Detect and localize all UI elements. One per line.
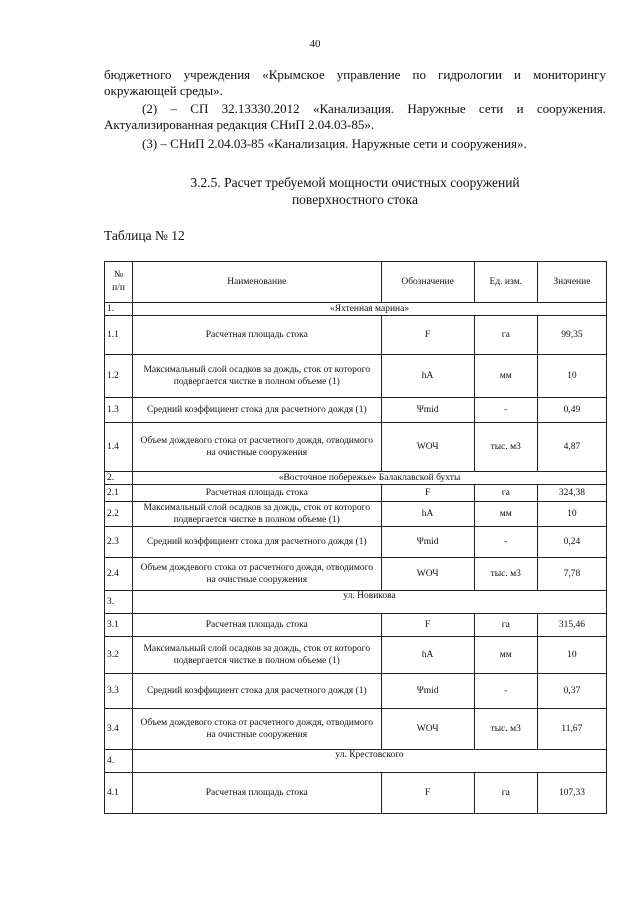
row-num: 1.3 xyxy=(105,398,133,423)
section-num: 4. xyxy=(105,750,133,773)
table-row xyxy=(105,527,607,558)
section-title-line-2: поверхностного стока xyxy=(291,192,419,207)
table-row xyxy=(105,502,607,527)
row-name: Расчетная площадь стока xyxy=(133,316,381,355)
table-row xyxy=(105,637,607,674)
row-unit: - xyxy=(474,674,537,709)
table-caption: Таблица № 12 xyxy=(104,228,185,243)
runoff-table xyxy=(104,261,607,814)
section-row-1 xyxy=(105,303,607,316)
row-num: 3.4 xyxy=(105,709,133,750)
row-name: Максимальный слой осадков за дождь, сток от которого подвергается чистке в полном объеме (1) xyxy=(133,502,381,527)
section-title-cell: ул. Крестовского xyxy=(133,750,607,773)
row-symbol: hA xyxy=(381,502,474,527)
row-value: 99,35 xyxy=(537,316,606,355)
row-num: 2.2 xyxy=(105,502,133,527)
table-row xyxy=(105,773,607,814)
row-unit: тыс. м3 xyxy=(474,423,537,472)
paragraph-reference-2: (2) – СП 32.13330.2012 «Канализация. Наружные сети и сооружения. Актуализированная редакция СНиП 2.04.03-85». xyxy=(104,101,606,132)
row-symbol: F xyxy=(381,316,474,355)
row-unit: мм xyxy=(474,637,537,674)
row-num: 3.1 xyxy=(105,614,133,637)
row-name: Объем дождевого стока от расчетного дождя, отводимого на очистные сооружения xyxy=(133,423,381,472)
section-title-line-1: 3.2.5. Расчет требуемой мощности очистных сооружений xyxy=(190,175,520,190)
row-num: 1.2 xyxy=(105,355,133,398)
table-row xyxy=(105,558,607,591)
row-unit: тыс. м3 xyxy=(474,558,537,591)
row-unit: га xyxy=(474,316,537,355)
page-number: 40 xyxy=(309,38,321,50)
paragraph-reference-3: (3) – СНиП 2.04.03-85 «Канализация. Наружные сети и сооружения». xyxy=(142,136,527,151)
table-header-row xyxy=(105,262,607,303)
row-value: 0,24 xyxy=(537,527,606,558)
header-symbol: Обозначение xyxy=(381,262,474,303)
row-symbol: WОЧ xyxy=(381,558,474,591)
row-symbol: WОЧ xyxy=(381,423,474,472)
row-num: 2.1 xyxy=(105,485,133,502)
header-value: Значение xyxy=(537,262,606,303)
row-symbol: F xyxy=(381,614,474,637)
section-num: 1. xyxy=(105,303,133,316)
section-num: 3. xyxy=(105,591,133,614)
section-title-cell: «Восточное побережье» Балаклавской бухты xyxy=(133,472,607,485)
row-value: 10 xyxy=(537,355,606,398)
section-num: 2. xyxy=(105,472,133,485)
row-name: Максимальный слой осадков за дождь, сток от которого подвергается чистке в полном объеме (1) xyxy=(133,355,381,398)
row-symbol: WОЧ xyxy=(381,709,474,750)
table-row xyxy=(105,674,607,709)
row-value: 7,78 xyxy=(537,558,606,591)
row-name: Средний коэффициент стока для расчетного дождя (1) xyxy=(133,398,381,423)
section-row-3 xyxy=(105,591,607,614)
row-value: 4,87 xyxy=(537,423,606,472)
row-num: 3.2 xyxy=(105,637,133,674)
row-name: Расчетная площадь стока xyxy=(133,614,381,637)
table-row xyxy=(105,709,607,750)
row-symbol: F xyxy=(381,485,474,502)
section-title-cell: «Яхтенная марина» xyxy=(133,303,607,316)
row-name: Максимальный слой осадков за дождь, сток от которого подвергается чистке в полном объеме (1) xyxy=(133,637,381,674)
row-symbol: Ψmid xyxy=(381,398,474,423)
row-value: 324,38 xyxy=(537,485,606,502)
row-name: Объем дождевого стока от расчетного дождя, отводимого на очистные сооружения xyxy=(133,709,381,750)
row-num: 3.3 xyxy=(105,674,133,709)
row-unit: га xyxy=(474,485,537,502)
section-title xyxy=(104,174,606,208)
row-unit: - xyxy=(474,527,537,558)
row-value: 10 xyxy=(537,502,606,527)
row-num: 2.3 xyxy=(105,527,133,558)
section-title-cell: ул. Новикова xyxy=(133,591,607,614)
row-symbol: hA xyxy=(381,355,474,398)
paragraph-institution: бюджетного учреждения «Крымское управление по гидрологии и мониторингу окружающей среды». xyxy=(104,67,606,98)
row-num: 1.1 xyxy=(105,316,133,355)
row-name: Расчетная площадь стока xyxy=(133,773,381,814)
header-unit: Ед. изм. xyxy=(474,262,537,303)
table-row xyxy=(105,316,607,355)
row-symbol: Ψmid xyxy=(381,674,474,709)
row-name: Средний коэффициент стока для расчетного дождя (1) xyxy=(133,527,381,558)
row-name: Расчетная площадь стока xyxy=(133,485,381,502)
row-name: Объем дождевого стока от расчетного дождя, отводимого на очистные сооружения xyxy=(133,558,381,591)
row-symbol: F xyxy=(381,773,474,814)
section-row-2 xyxy=(105,472,607,485)
row-unit: мм xyxy=(474,355,537,398)
row-value: 10 xyxy=(537,637,606,674)
table-row xyxy=(105,398,607,423)
row-value: 0,49 xyxy=(537,398,606,423)
row-value: 0,37 xyxy=(537,674,606,709)
row-unit: - xyxy=(474,398,537,423)
header-name: Наименование xyxy=(133,262,381,303)
table-row xyxy=(105,423,607,472)
row-value: 11,67 xyxy=(537,709,606,750)
row-name: Средний коэффициент стока для расчетного дождя (1) xyxy=(133,674,381,709)
row-unit: га xyxy=(474,614,537,637)
row-num: 1.4 xyxy=(105,423,133,472)
row-unit: га xyxy=(474,773,537,814)
table-row xyxy=(105,485,607,502)
header-num xyxy=(105,262,133,303)
row-unit: мм xyxy=(474,502,537,527)
row-num: 2.4 xyxy=(105,558,133,591)
table-row xyxy=(105,355,607,398)
table-row xyxy=(105,614,607,637)
row-value: 315,46 xyxy=(537,614,606,637)
row-unit: тыс. м3 xyxy=(474,709,537,750)
row-num: 4.1 xyxy=(105,773,133,814)
row-symbol: hA xyxy=(381,637,474,674)
row-symbol: Ψmid xyxy=(381,527,474,558)
row-value: 107,33 xyxy=(537,773,606,814)
header-num-line-1: № xyxy=(113,270,124,280)
section-row-4 xyxy=(105,750,607,773)
header-num-line-2: п/п xyxy=(112,283,125,293)
